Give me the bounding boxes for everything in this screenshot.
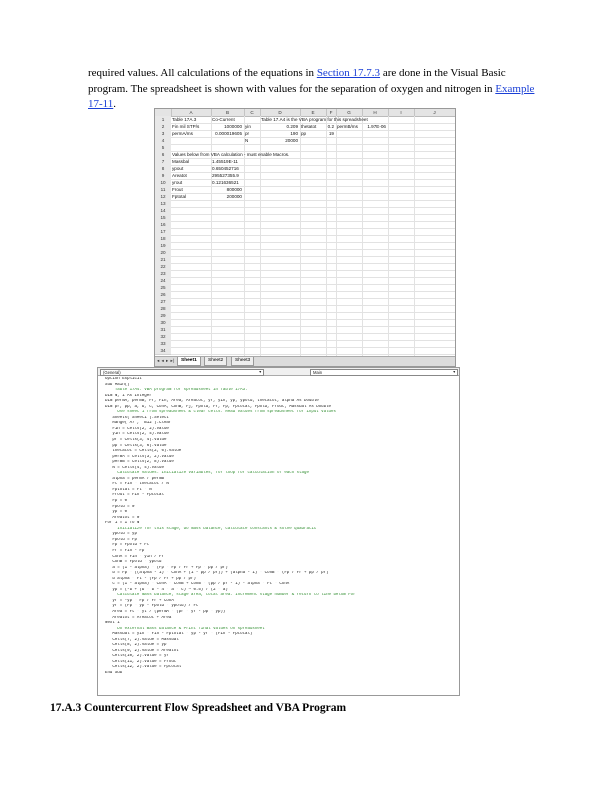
code-line: Frout = Fin - Fptotal: [105, 493, 164, 498]
code-line: yr = (Fp * yp - Fpold * ypold) / Ft: [105, 604, 199, 609]
row-header[interactable]: 15: [155, 214, 171, 222]
code-line: b = Fp * ((alpha - 1) * ConA + (1 - pp / pr)) + (alpha - 1) * ConB * (Fp / Fr + pp / pr): [105, 571, 329, 576]
sheet-cell[interactable]: 19: [328, 131, 334, 136]
row-header[interactable]: 34: [155, 347, 171, 355]
sheet-cell[interactable]: yrout: [172, 180, 183, 185]
column-header[interactable]: E: [300, 109, 327, 116]
row-header[interactable]: 2: [155, 123, 171, 131]
sheet-cell[interactable]: 0.209: [286, 124, 298, 129]
vba-code-area[interactable]: [105, 377, 457, 677]
sheet-cell[interactable]: 1.45519E-11: [212, 159, 238, 164]
sheet-tab-bar: [155, 356, 455, 366]
code-line: Fpold = Fp: [105, 537, 137, 542]
code-line: Areatot = Areatot + Area: [105, 615, 172, 620]
row-header[interactable]: 11: [155, 186, 171, 194]
procedure-dropdown[interactable]: [310, 369, 458, 376]
row-header[interactable]: 8: [155, 165, 171, 173]
body-paragraph: [88, 66, 548, 113]
general-dropdown-value: (General): [103, 370, 121, 375]
code-line: yr = -yp * Fp / Fr + ConA: [105, 598, 174, 603]
row-header[interactable]: 9: [155, 172, 171, 180]
code-line: Area = Ft * yt / (permA * (pr * yr - pp * yp)): [105, 609, 226, 614]
row-header[interactable]: 4: [155, 137, 171, 145]
row-header[interactable]: 3: [155, 130, 171, 138]
code-line: Fpold = 0: [105, 504, 135, 509]
code-line: Fptotal = Ft * N: [105, 487, 152, 492]
code-line: c = (1 - alpha) * ConA * ConB + ConB * (pp / pr - 1) - alpha * Ft * ConA: [105, 582, 290, 587]
code-line: N = Cells(4, 4).Value: [105, 465, 164, 470]
paragraph-text-2: are done in the Visual Basic program. The spreadsheet is shown with values for the separation of oxygen and nitrogen in: [88, 67, 506, 95]
row-header[interactable]: 22: [155, 263, 171, 271]
sheet-cell[interactable]: 200000: [226, 194, 242, 199]
sheet-tab-2[interactable]: Sheet2: [204, 357, 227, 366]
sheet-cell[interactable]: Fin mil STP/s: [172, 124, 200, 129]
example-link[interactable]: Example 17-11: [88, 82, 535, 110]
code-line: Cells(7, 2).Value = Massbal: [105, 637, 179, 642]
code-line: Sheets("Sheet1").Select: [105, 415, 169, 420]
code-line: Cells(12, 2).Value = Fptotal: [105, 665, 182, 670]
row-header[interactable]: 1: [155, 116, 171, 124]
code-line: For i = 1 To N: [105, 521, 140, 526]
sheet-cell[interactable]: Areatot: [172, 173, 187, 178]
sheet-tab-3[interactable]: Sheet3: [231, 357, 254, 366]
row-header[interactable]: 23: [155, 270, 171, 278]
sheet-cell[interactable]: Frout: [172, 187, 183, 192]
code-line: ' Calculate values. Initialize variables, for loop for calculation of each stage: [105, 471, 309, 476]
code-line: ConA = Fin * yin / Fr: [105, 554, 164, 559]
sheet-cell[interactable]: thetatot: [301, 124, 317, 129]
code-line: Fp = 0: [105, 499, 128, 504]
column-header[interactable]: J: [414, 109, 456, 116]
row-header[interactable]: 18: [155, 235, 171, 243]
sheet-cell[interactable]: 0.121636521: [212, 180, 239, 185]
sheet-cell[interactable]: Massbal: [172, 159, 190, 164]
row-header[interactable]: 12: [155, 193, 171, 201]
column-header[interactable]: F: [326, 109, 337, 116]
vba-header: [98, 368, 459, 376]
code-line: Cells(9, 2).Value = Areatot: [105, 648, 179, 653]
row-header[interactable]: 32: [155, 333, 171, 341]
code-line: yp = (-b + (b * b - 4 * a * c) ^ 0.5) / (2 * a): [105, 587, 228, 592]
row-header[interactable]: 30: [155, 319, 171, 327]
row-header[interactable]: 24: [155, 277, 171, 285]
select-all-corner[interactable]: [155, 109, 172, 116]
code-line: ' Calculate mass balance, stage area, total area. Increment stage number & return to line below For: [105, 593, 356, 598]
column-header[interactable]: B: [211, 109, 245, 116]
sheet-cell[interactable]: yin: [245, 124, 251, 129]
sheet-cell[interactable]: 800000: [226, 187, 242, 192]
chevron-down-icon: ▼: [258, 370, 262, 374]
sheet-cell[interactable]: Fptotal: [172, 194, 187, 199]
code-line: pp = Cells(3, 6).Value: [105, 443, 167, 448]
row-header[interactable]: 6: [155, 151, 171, 159]
code-line: pr = Cells(3, 4).Value: [105, 438, 167, 443]
sheet-cell[interactable]: Values below from VBA calculation - must enable Macros.: [172, 152, 290, 157]
code-line: Next i: [105, 621, 120, 626]
row-header[interactable]: 5: [155, 144, 171, 152]
procedure-dropdown-value: Main: [313, 370, 323, 375]
code-line: Fin = Cells(2, 2).Value: [105, 426, 169, 431]
row-header[interactable]: 16: [155, 221, 171, 229]
sheet-cell[interactable]: 1000000: [224, 124, 242, 129]
code-line: Cells(8, 2).Value = yp: [105, 643, 167, 648]
sheet-cell[interactable]: N: [245, 138, 249, 143]
column-header[interactable]: A: [171, 109, 212, 116]
row-header[interactable]: 33: [155, 340, 171, 348]
section-link[interactable]: Section 17.7.3: [316, 67, 381, 79]
code-line: Dim pr, pp, a, b, c, ConA, ConB, Fj, Fpold, Fr, Fp, Fptotal, Fpold, Frout, Massbal As Double: [105, 404, 332, 409]
paragraph-text-3: .: [113, 98, 117, 110]
sheet-cell[interactable]: pr: [245, 131, 250, 136]
sheet-tab-1[interactable]: Sheet1: [177, 357, 201, 366]
code-line: ' Do external mass balance & Print final values on spreadsheet: [105, 626, 265, 631]
sheet-cell[interactable]: 1.97E-06: [367, 124, 386, 129]
code-line: b alpha * Ft - (Fp / Fr + pp / pr): [105, 576, 196, 581]
spreadsheet-screenshot: [154, 108, 456, 367]
row-header[interactable]: 13: [155, 200, 171, 208]
code-line: Fr = Fin - Fp: [105, 548, 145, 553]
code-line: Option Explicit: [105, 377, 142, 381]
code-line: ' Initialize for this stage, do mass balance, calculate constants & solve quadratic: [105, 526, 317, 531]
section-heading: 17.A.3 Countercurrent Flow Spreadsheet and VBA Program: [50, 702, 347, 714]
code-line: End Sub: [105, 670, 123, 675]
code-line: alpha = permA / permB: [105, 476, 164, 481]
sheet-cell[interactable]: permA/ms: [172, 131, 193, 136]
row-header[interactable]: 28: [155, 305, 171, 313]
code-line: Cells(11, 2).Value = Frout: [105, 659, 177, 664]
code-line: ' Table 17A4. VBA program for spreadsheet in Table 17A3.: [105, 388, 248, 393]
column-header[interactable]: I: [388, 109, 415, 116]
code-line: permB = Cells(2, 8).Value: [105, 460, 174, 465]
row-header[interactable]: 17: [155, 228, 171, 236]
code-line: ypold = yp: [105, 532, 137, 537]
code-line: yin = Cells(2, 4).Value: [105, 432, 169, 437]
column-header[interactable]: C: [244, 109, 261, 116]
sheet-cell[interactable]: 0.000019605: [215, 131, 242, 136]
sheet-tab-nav[interactable]: ◂ ◂ ▸ ▸|: [157, 358, 175, 363]
row-header[interactable]: 10: [155, 179, 171, 187]
code-line: Sub Main(): [105, 382, 130, 387]
sheet-cell[interactable]: 295527355.9: [212, 173, 239, 178]
sheet-cell[interactable]: Table 17.A4 is the VBA program for this spreadsheet: [261, 117, 368, 122]
column-header[interactable]: D: [260, 109, 301, 116]
sheet-cell[interactable]: Table 17A.3: [172, 117, 197, 122]
code-line: permA = Cells(3, 2).Value: [105, 454, 174, 459]
grid-line: [455, 116, 456, 357]
code-line: Fp = Fpold + Ft: [105, 543, 150, 548]
sheet-cell[interactable]: 0.650452716: [212, 166, 239, 171]
code-line: ConB = Fpold * ypold: [105, 560, 162, 565]
sheet-cell[interactable]: ypout: [172, 166, 184, 171]
column-header[interactable]: G: [336, 109, 363, 116]
sheet-cell[interactable]: pp: [301, 131, 307, 136]
row-header[interactable]: 26: [155, 291, 171, 299]
grid-row: [171, 347, 455, 355]
sheet-cell[interactable]: 0.2: [327, 124, 334, 129]
code-line: Range("A7", "B12").Clear: [105, 421, 172, 426]
row-header[interactable]: 21: [155, 256, 171, 264]
column-header[interactable]: H: [362, 109, 389, 116]
code-line: a = (1 - alpha) * (Fp * Fp / Fr + Fp * pp / pr): [105, 565, 228, 570]
sheet-cell[interactable]: permB/ms: [337, 124, 358, 129]
code-line: Dim permA, permB, Fr, Fin, Area, Areatot, yr, yin, yp, ypold, thetatot, alpha As Double: [105, 399, 319, 404]
row-header[interactable]: 14: [155, 207, 171, 215]
row-header[interactable]: 19: [155, 242, 171, 250]
code-line: yp = 0: [105, 510, 128, 515]
row-header[interactable]: 27: [155, 298, 171, 306]
row-header[interactable]: 7: [155, 158, 171, 166]
sheet-cell[interactable]: Co-Current: [212, 117, 235, 122]
chevron-down-icon: ▼: [452, 370, 456, 374]
vba-editor-screenshot: [97, 367, 460, 696]
code-line: ' Use sheet 1 from spreadsheet & clear cells. Read values from spreadsheet for input values: [105, 410, 336, 415]
paragraph-text-1: required values. All calculations of the equations in: [88, 67, 317, 79]
row-header[interactable]: 29: [155, 312, 171, 320]
row-header[interactable]: 25: [155, 284, 171, 292]
row-header[interactable]: 31: [155, 326, 171, 334]
code-line: Cells(10, 2).Value = yr: [105, 654, 169, 659]
sheet-cell[interactable]: 190: [290, 131, 298, 136]
code-line: Massbal = yin * Fin - Fptotal * yp - yr * (Fin - Fptotal): [105, 632, 253, 637]
row-header[interactable]: 20: [155, 249, 171, 257]
code-line: Areatot = 0: [105, 515, 140, 520]
code-line: Ft = Fin * thetatot / N: [105, 482, 169, 487]
general-dropdown[interactable]: [100, 369, 264, 376]
sheet-cell[interactable]: 20000: [285, 138, 298, 143]
code-line: thetatot = Cells(2, 6).Value: [105, 449, 182, 454]
code-line: Dim N, i As Integer: [105, 393, 152, 398]
